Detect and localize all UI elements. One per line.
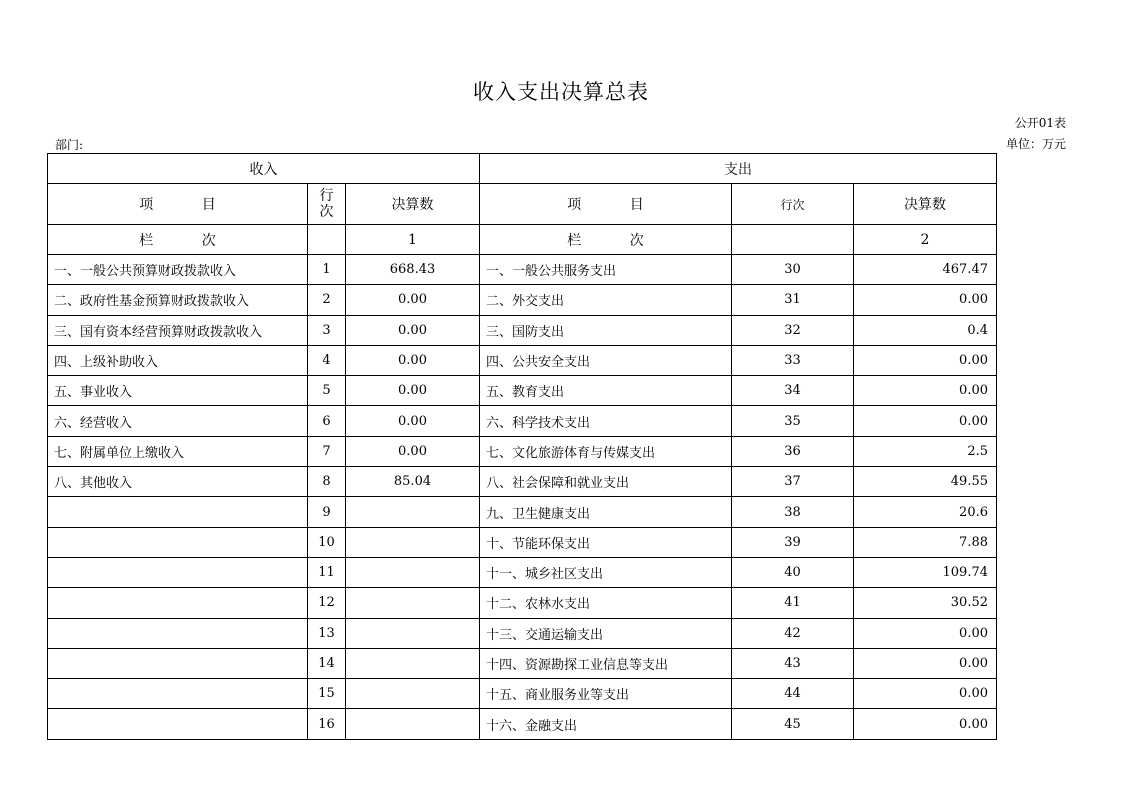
expense-amount-cell: 7.88 [854, 527, 997, 557]
expense-row-number: 44 [732, 679, 854, 709]
expense-row-number: 40 [732, 557, 854, 587]
expense-amount-cell: 49.55 [854, 467, 997, 497]
income-amount-cell: 0.00 [346, 285, 480, 315]
income-row-number: 10 [308, 527, 346, 557]
expense-amount-cell: 0.00 [854, 345, 997, 375]
table-row [48, 406, 997, 436]
row-no-header-line1: 行 [319, 188, 334, 204]
expense-item-cell: 四、公共安全支出 [480, 345, 732, 375]
expense-item-cell: 十五、商业服务业等支出 [480, 679, 732, 709]
expense-item-cell: 二、外交支出 [480, 285, 732, 315]
income-amount-cell [346, 618, 480, 648]
table-row [48, 527, 997, 557]
income-section-header: 收入 [48, 154, 480, 184]
income-row-number: 9 [308, 497, 346, 527]
income-item-cell [48, 588, 308, 618]
expense-item-cell: 十二、农林水支出 [480, 588, 732, 618]
expense-item-cell: 六、科学技术支出 [480, 406, 732, 436]
expense-amount-cell: 0.00 [854, 376, 997, 406]
section-header-row [48, 154, 997, 184]
income-row-number: 13 [308, 618, 346, 648]
table-row [48, 345, 997, 375]
page-title: 收入支出决算总表 [473, 80, 649, 104]
income-item-cell: 八、其他收入 [48, 467, 308, 497]
income-amount-cell [346, 648, 480, 678]
expense-row-number: 43 [732, 648, 854, 678]
table-row [48, 497, 997, 527]
expense-row-number: 31 [732, 285, 854, 315]
expense-amount-cell: 0.4 [854, 315, 997, 345]
expense-amount-cell: 0.00 [854, 406, 997, 436]
expense-column-order-label: 栏 次 [480, 225, 732, 255]
expense-row-number: 33 [732, 345, 854, 375]
income-item-cell: 四、上级补助收入 [48, 345, 308, 375]
income-column-order-blank [308, 225, 346, 255]
income-item-cell: 七、附属单位上缴收入 [48, 436, 308, 466]
expense-row-number: 39 [732, 527, 854, 557]
table-row [48, 557, 997, 587]
table-row [48, 467, 997, 497]
expense-row-number: 41 [732, 588, 854, 618]
expense-item-cell: 十四、资源勘探工业信息等支出 [480, 648, 732, 678]
expense-amount-cell: 467.47 [854, 255, 997, 285]
income-column-order-label: 栏 次 [48, 225, 308, 255]
table-row [48, 285, 997, 315]
expense-amount-cell: 30.52 [854, 588, 997, 618]
income-column-number: 1 [346, 225, 480, 255]
expense-item-cell: 十六、金融支出 [480, 709, 732, 739]
final-accounts-table [47, 153, 997, 740]
income-row-number: 4 [308, 345, 346, 375]
income-item-cell [48, 679, 308, 709]
income-row-number: 15 [308, 679, 346, 709]
table-row [48, 679, 997, 709]
income-item-cell: 二、政府性基金预算财政拨款收入 [48, 285, 308, 315]
income-item-cell [48, 497, 308, 527]
income-amount-cell [346, 709, 480, 739]
expense-amount-header: 决算数 [854, 184, 997, 225]
table-row [48, 255, 997, 285]
row-no-header-line2: 次 [319, 204, 334, 220]
expense-amount-cell: 0.00 [854, 679, 997, 709]
income-amount-cell: 0.00 [346, 406, 480, 436]
expense-row-number: 37 [732, 467, 854, 497]
income-row-number: 11 [308, 557, 346, 587]
income-row-number: 1 [308, 255, 346, 285]
unit-label: 单位：万元 [1005, 137, 1066, 151]
income-row-number: 6 [308, 406, 346, 436]
expense-item-header: 项 目 [480, 184, 732, 225]
expense-row-number: 45 [732, 709, 854, 739]
table-row [48, 618, 997, 648]
expense-amount-cell: 20.6 [854, 497, 997, 527]
expense-row-number: 36 [732, 436, 854, 466]
table-row [48, 376, 997, 406]
income-item-cell: 一、一般公共预算财政拨款收入 [48, 255, 308, 285]
form-number: 公开01表 [1014, 116, 1066, 130]
expense-amount-cell: 2.5 [854, 436, 997, 466]
income-row-number: 7 [308, 436, 346, 466]
expense-item-cell: 十三、交通运输支出 [480, 618, 732, 648]
expense-row-number: 34 [732, 376, 854, 406]
table-row [48, 436, 997, 466]
expense-row-no-header: 行次 [732, 184, 854, 225]
income-row-no-header [308, 184, 346, 225]
income-item-cell [48, 557, 308, 587]
expense-amount-cell: 109.74 [854, 557, 997, 587]
income-item-header: 项 目 [48, 184, 308, 225]
expense-item-cell: 五、教育支出 [480, 376, 732, 406]
expense-column-order-blank [732, 225, 854, 255]
income-amount-header: 决算数 [346, 184, 480, 225]
expense-item-cell: 十一、城乡社区支出 [480, 557, 732, 587]
expense-column-number: 2 [854, 225, 997, 255]
expense-row-number: 38 [732, 497, 854, 527]
income-row-number: 2 [308, 285, 346, 315]
department-label: 部门: [55, 138, 84, 152]
expense-amount-cell: 0.00 [854, 648, 997, 678]
expense-row-number: 32 [732, 315, 854, 345]
income-row-number: 16 [308, 709, 346, 739]
income-amount-cell: 0.00 [346, 315, 480, 345]
table-row [48, 588, 997, 618]
income-item-cell [48, 648, 308, 678]
income-amount-cell [346, 527, 480, 557]
income-amount-cell [346, 588, 480, 618]
expense-row-number: 30 [732, 255, 854, 285]
income-item-cell: 三、国有资本经营预算财政拨款收入 [48, 315, 308, 345]
expense-row-number: 42 [732, 618, 854, 648]
income-amount-cell: 0.00 [346, 345, 480, 375]
income-amount-cell [346, 679, 480, 709]
expense-amount-cell: 0.00 [854, 285, 997, 315]
income-amount-cell [346, 557, 480, 587]
expense-item-cell: 十、节能环保支出 [480, 527, 732, 557]
income-row-number: 5 [308, 376, 346, 406]
income-item-cell [48, 527, 308, 557]
income-row-number: 12 [308, 588, 346, 618]
income-amount-cell [346, 497, 480, 527]
income-row-number: 3 [308, 315, 346, 345]
column-header-row [48, 184, 997, 225]
column-order-row [48, 225, 997, 255]
income-item-cell: 五、事业收入 [48, 376, 308, 406]
income-row-number: 14 [308, 648, 346, 678]
expense-item-cell: 一、一般公共服务支出 [480, 255, 732, 285]
expense-item-cell: 九、卫生健康支出 [480, 497, 732, 527]
table-row [48, 709, 997, 739]
income-amount-cell: 668.43 [346, 255, 480, 285]
expense-amount-cell: 0.00 [854, 709, 997, 739]
expense-section-header: 支出 [480, 154, 997, 184]
expense-item-cell: 三、国防支出 [480, 315, 732, 345]
income-amount-cell: 85.04 [346, 467, 480, 497]
income-item-cell [48, 709, 308, 739]
table-row [48, 315, 997, 345]
expense-item-cell: 七、文化旅游体育与传媒支出 [480, 436, 732, 466]
expense-amount-cell: 0.00 [854, 618, 997, 648]
income-item-cell [48, 618, 308, 648]
income-amount-cell: 0.00 [346, 436, 480, 466]
income-amount-cell: 0.00 [346, 376, 480, 406]
expense-row-number: 35 [732, 406, 854, 436]
income-item-cell: 六、经营收入 [48, 406, 308, 436]
income-row-number: 8 [308, 467, 346, 497]
table-row [48, 648, 997, 678]
expense-item-cell: 八、社会保障和就业支出 [480, 467, 732, 497]
